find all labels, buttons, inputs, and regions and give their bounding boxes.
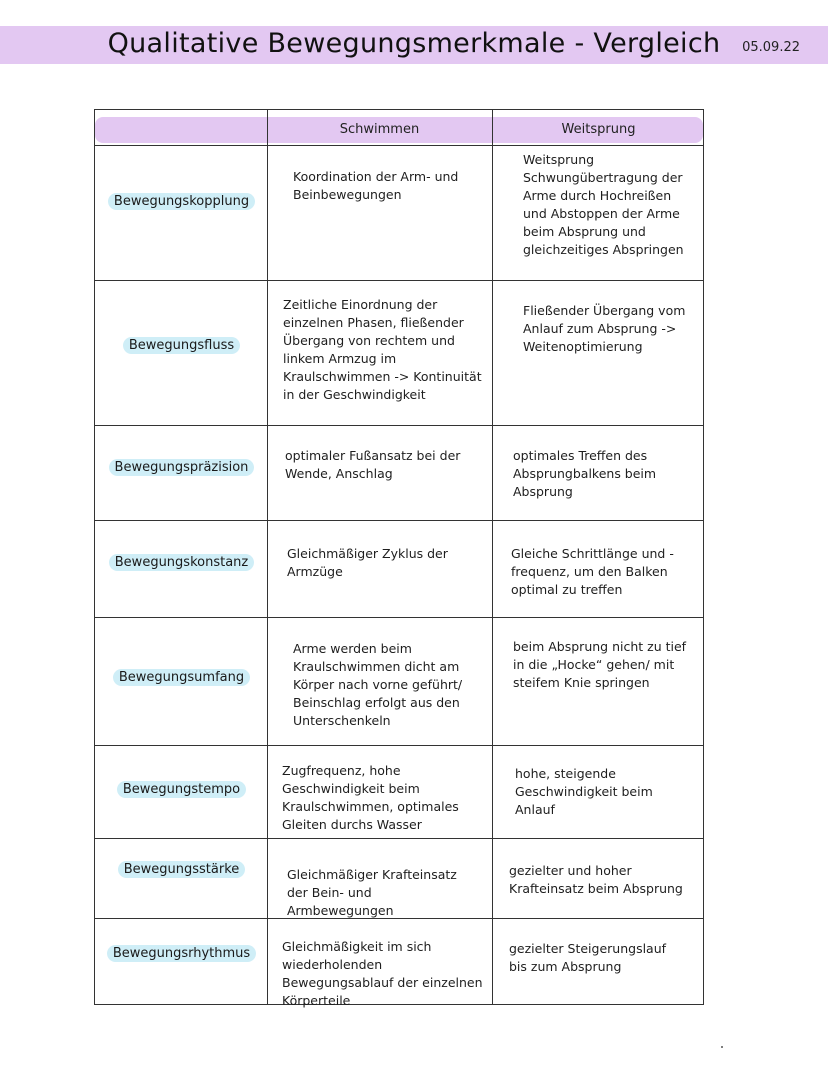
- cell-schwimmen: Koordination der Arm- und Beinbewegungen: [293, 169, 459, 202]
- page-date: 05.09.22: [742, 40, 800, 55]
- cell-schwimmen: Arme werden beim Kraulschwimmen dicht am Körper nach vorne geführt/ Beinschlag erfolgt aus den Unterschenkeln: [293, 641, 463, 728]
- row-divider: [95, 745, 703, 746]
- cell-weitsprung: gezielter Steigerungslauf bis zum Absprung: [509, 941, 667, 974]
- comparison-table: [94, 109, 704, 1008]
- row-divider: [95, 838, 703, 839]
- cell-schwimmen: Zugfrequenz, hohe Geschwindigkeit beim Kraulschwimmen, optimales Gleiten durchs Wasser: [282, 763, 459, 832]
- cell-schwimmen: Gleichmäßiger Krafteinsatz der Bein- und Armbewegungen: [287, 867, 457, 918]
- row-label: Bewegungskonstanz: [95, 555, 268, 570]
- cell-weitsprung: beim Absprung nicht zu tief in die „Hocke“ gehen/ mit steifem Knie springen: [513, 639, 687, 690]
- cell-weitsprung: Fließender Übergang vom Anlauf zum Absprung -> Weitenoptimierung: [523, 303, 686, 354]
- row-divider: [95, 617, 703, 618]
- cell-schwimmen: optimaler Fußansatz bei der Wende, Anschlag: [285, 448, 461, 481]
- row-divider: [95, 280, 703, 281]
- cell-weitsprung: gezielter und hoher Krafteinsatz beim Absprung: [509, 863, 683, 896]
- row-label: Bewegungspräzision: [95, 460, 268, 475]
- cell-weitsprung: Weitsprung Schwungübertragung der Arme durch Hochreißen und Abstoppen der Arme beim Absprung und gleichzeitiges Abspringen: [523, 152, 684, 257]
- row-label: Bewegungsrhythmus: [95, 946, 268, 961]
- row-divider: [95, 520, 703, 521]
- cell-schwimmen: Gleichmäßiger Zyklus der Armzüge: [287, 546, 448, 579]
- column-header-weitsprung: Weitsprung: [561, 122, 636, 137]
- cell-weitsprung: hohe, steigende Geschwindigkeit beim Anlauf: [515, 766, 653, 817]
- cell-weitsprung: optimales Treffen des Absprungbalkens beim Absprung: [513, 448, 657, 499]
- stray-dot: [721, 1046, 723, 1048]
- cell-weitsprung: Gleiche Schrittlänge und -frequenz, um den Balken optimal zu treffen: [511, 546, 674, 597]
- column-divider-2: [492, 110, 493, 1004]
- row-label: Bewegungsumfang: [95, 670, 268, 685]
- row-divider: [95, 425, 703, 426]
- row-label: Bewegungsfluss: [95, 338, 268, 353]
- row-label: Bewegungsstärke: [95, 862, 268, 877]
- page-title: Qualitative Bewegungsmerkmale - Vergleich: [107, 28, 721, 59]
- row-label: Bewegungskopplung: [95, 194, 268, 209]
- cell-schwimmen: Gleichmäßigkeit im sich wiederholenden Bewegungsablauf der einzelnen Körperteile: [282, 939, 483, 1008]
- row-label: Bewegungstempo: [95, 782, 268, 797]
- cell-schwimmen: Zeitliche Einordnung der einzelnen Phasen, fließender Übergang von rechtem und linkem Armzug im Kraulschwimmen -> Kontinuität in der Geschwindigkeit: [283, 297, 482, 402]
- column-header-schwimmen: Schwimmen: [339, 122, 420, 137]
- row-divider: [95, 145, 703, 146]
